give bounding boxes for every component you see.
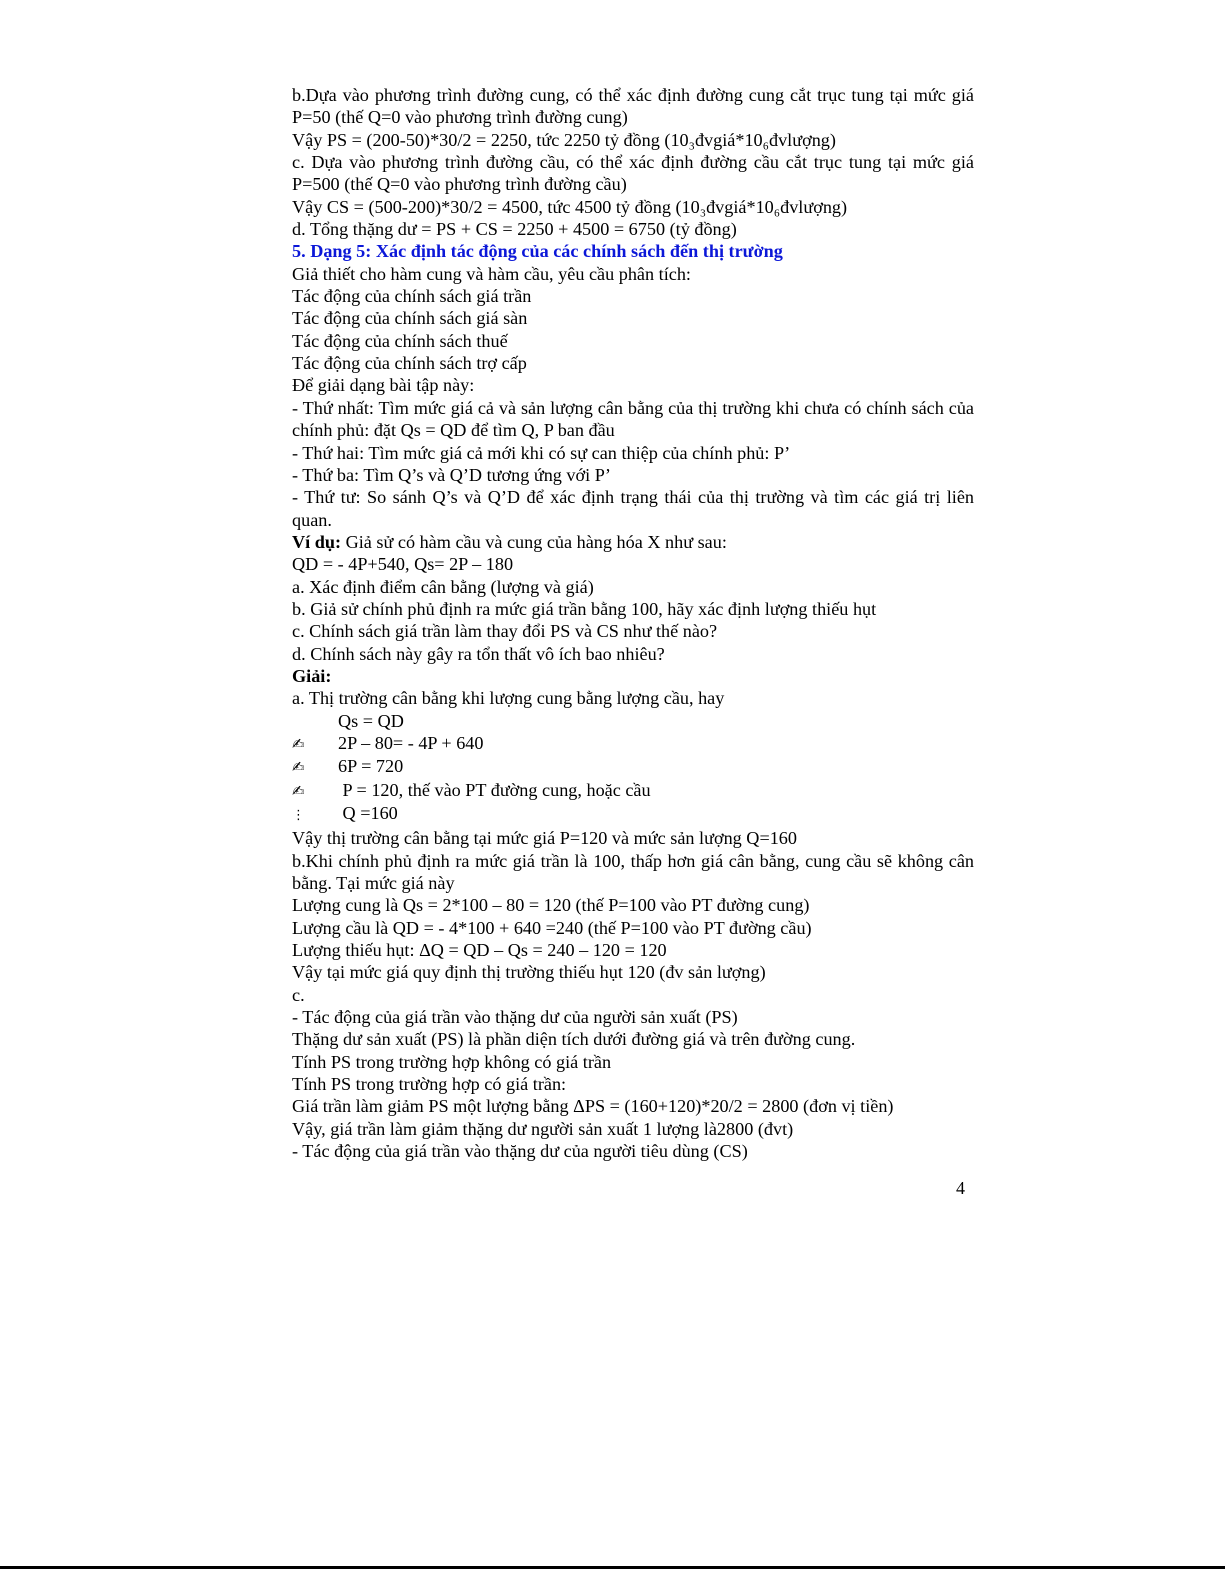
solution-c-line: Vậy, giá trần làm giảm thặng dư người sản xuất 1 lượng là2800 (đvt) [292,1118,794,1139]
equation-text: 6P = 720 [338,756,404,777]
bottom-border [0,1566,1225,1569]
question-line: b. Giả sử chính phủ định ra mức giá trần bằng 100, hãy xác định lượng thiếu hụt [292,598,877,619]
solution-c-label: c. [292,984,305,1005]
equation-row [292,755,974,778]
equation-row [292,779,974,802]
equation-text: P = 120, thế vào PT đường cung, hoặc cầu [338,779,651,800]
intro-line: Giả thiết cho hàm cung và hàm cầu, yêu cầu phân tích: [292,263,691,284]
step-first: - Thứ nhất: Tìm mức giá cả và sản lượng cân bằng của thị trường khi chưa có chính sách của chính phủ: đặt Qs = QD để tìm Q, P ban đầu [292,397,974,441]
equation-text: Q =160 [338,803,398,823]
equation-row [292,732,974,755]
pen-icon: ✍ [292,734,305,753]
example-line [292,531,974,553]
solution-c-line: Tính PS trong trường hợp có giá trần: [292,1074,567,1095]
therefore-icon: ⋮ [292,808,305,823]
solution-c-line: - Tác động của giá trần vào thặng dư của người sản xuất (PS) [292,1007,738,1028]
step-fourth: - Thứ tư: So sánh Q’s và Q’D để xác định trạng thái của thị trường và tìm các giá trị liên quan. [292,487,974,530]
intro-line: Tác động của chính sách thuế [292,330,508,351]
step-third: - Thứ ba: Tìm Q’s và Q’D tương ứng với P’ [292,464,611,485]
solution-c-line: - Tác động của giá trần vào thặng dư của người tiêu dùng (CS) [292,1141,748,1162]
solution-b-intro: b.Khi chính phủ định ra mức giá trần là 100, thấp hơn giá cân bằng, cung cầu sẽ không cân bằng. Tại mức giá này [292,850,974,894]
solution-c-line: Giá trần làm giảm PS một lượng bằng ΔPS = (160+120)*20/2 = 2800 (đơn vị tiền) [292,1096,894,1117]
section-heading: 5. Dạng 5: Xác định tác động của các chính sách đến thị trường [292,241,783,262]
intro-line: Tác động của chính sách trợ cấp [292,353,527,374]
solution-b-line: Vậy tại mức giá quy định thị trường thiếu hụt 120 (đv sản lượng) [292,962,766,983]
example-text: Giả sử có hàm cầu và cung của hàng hóa X như sau: [341,531,727,552]
step-second: - Thứ hai: Tìm mức giá cả mới khi có sự can thiệp của chính phủ: P’ [292,442,791,463]
solution-a-intro: a. Thị trường cân bằng khi lượng cung bằng lượng cầu, hay [292,688,725,709]
solution-b-line: Lượng cung là Qs = 2*100 – 80 = 120 (thế P=100 vào PT đường cung) [292,895,810,916]
pen-icon: ✍ [292,758,305,777]
solution-b-line: Lượng thiếu hụt: ΔQ = QD – Qs = 240 – 120 = 120 [292,940,667,961]
question-line: c. Chính sách giá trần làm thay đổi PS và CS như thế nào? [292,621,718,642]
cs-result-line: Vậy CS = (500-200)*30/2 = 4500, tức 4500 tỷ đồng (10₃đvgiá*10₆đvlượng) [292,196,848,217]
equation-row [292,710,974,732]
intro-line: Tác động của chính sách giá sàn [292,308,528,329]
solution-label: Giải: [292,665,332,686]
solution-c-line: Thặng dư sản xuất (PS) là phần diện tích dưới đường giá và trên đường cung. [292,1029,856,1050]
equation-row [292,802,974,827]
solution-a-conclusion: Vậy thị trường cân bằng tại mức giá P=120 và mức sản lượng Q=160 [292,828,797,849]
total-surplus-line: d. Tổng thặng dư = PS + CS = 2250 + 4500 = 6750 (tỷ đồng) [292,219,737,240]
solution-c-line: Tính PS trong trường hợp không có giá trần [292,1051,612,1072]
question-line: a. Xác định điểm cân bằng (lượng và giá) [292,576,594,597]
intro-line: Tác động của chính sách giá trần [292,286,532,307]
ps-result-line: Vậy PS = (200-50)*30/2 = 2250, tức 2250 tỷ đồng (10₃đvgiá*10₆đvlượng) [292,129,836,150]
equation-text: Qs = QD [338,710,404,731]
paragraph-c-demand-axis: c. Dựa vào phương trình đường cầu, có thể xác định đường cầu cắt trục tung tại mức giá P=500 (thế Q=0 vào phương trình đường cầu) [292,152,974,195]
question-line: d. Chính sách này gây ra tổn thất vô ích bao nhiêu? [292,643,665,664]
intro-line: Để giải dạng bài tập này: [292,375,475,396]
page-number: 4 [956,1178,965,1198]
functions-line: QD = - 4P+540, Qs= 2P – 180 [292,554,514,575]
paragraph-b-supply-axis: b.Dựa vào phương trình đường cung, có thể xác định đường cung cắt trục tung tại mức giá P=50 (thế Q=0 vào phương trình đường cung) [292,85,974,128]
pen-icon: ✍ [292,781,305,800]
equation-text: 2P – 80= - 4P + 640 [338,732,484,753]
page-content [292,84,974,1163]
solution-b-line: Lượng cầu là QD = - 4*100 + 640 =240 (thế P=100 vào PT đường cầu) [292,917,812,938]
example-label: Ví dụ: [292,531,342,552]
